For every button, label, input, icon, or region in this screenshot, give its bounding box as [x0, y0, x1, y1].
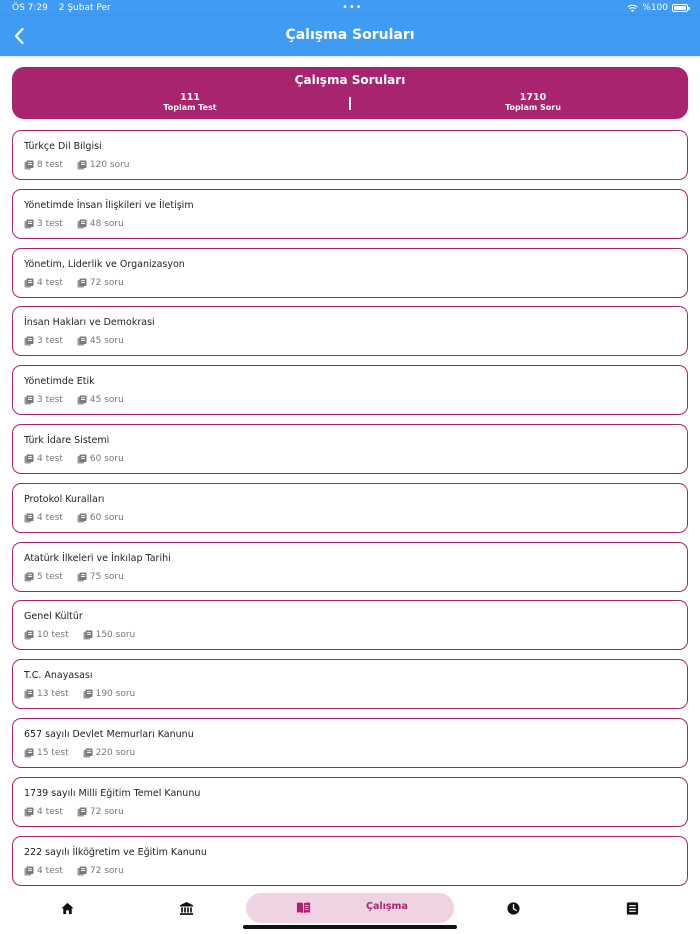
tests-icon	[24, 572, 34, 582]
question-count	[83, 630, 136, 640]
total-tests-stat	[120, 93, 260, 113]
battery-icon	[672, 4, 688, 12]
total-questions-value: 1710	[519, 92, 547, 103]
test-count	[24, 219, 63, 229]
test-count-text: 3 test	[37, 218, 63, 229]
clock-icon	[506, 901, 521, 916]
test-count	[24, 454, 63, 464]
subject-title: T.C. Anayasası	[24, 670, 93, 682]
subject-meta	[24, 748, 135, 758]
tests-icon	[24, 219, 34, 229]
subject-meta	[24, 278, 124, 288]
test-count	[24, 866, 63, 876]
status-bar	[0, 0, 700, 16]
subject-title: 222 sayılı İlköğretim ve Eğitim Kanunu	[24, 846, 207, 858]
bank-icon	[179, 901, 194, 916]
home-indicator	[243, 925, 457, 929]
subject-title: 657 sayılı Devlet Memurları Kanunu	[24, 728, 194, 740]
tests-icon	[24, 630, 34, 640]
subject-meta	[24, 689, 135, 699]
test-count	[24, 160, 63, 170]
subject-row[interactable]	[12, 836, 688, 886]
total-questions-label: Toplam Soru	[505, 103, 561, 112]
question-count-text: 60 soru	[89, 512, 124, 523]
tab-study[interactable]	[246, 893, 454, 923]
test-count-text: 3 test	[37, 395, 63, 406]
questions-icon	[77, 278, 87, 288]
question-count	[77, 278, 124, 288]
subject-row[interactable]	[12, 365, 688, 415]
question-count	[77, 866, 124, 876]
test-count	[24, 748, 69, 758]
test-count	[24, 278, 63, 288]
question-count-text: 72 soru	[89, 865, 124, 876]
subject-row[interactable]	[12, 600, 688, 650]
navigation-bar	[0, 16, 700, 56]
home-icon	[60, 901, 75, 916]
test-count-text: 4 test	[37, 453, 63, 464]
test-count-text: 8 test	[37, 160, 63, 170]
test-count	[24, 513, 63, 523]
subject-title: Protokol Kuralları	[24, 493, 105, 505]
questions-icon	[77, 160, 87, 170]
test-count-text: 4 test	[37, 865, 63, 876]
subject-row[interactable]	[12, 718, 688, 768]
test-count-text: 4 test	[37, 512, 63, 523]
question-count-text: 45 soru	[89, 395, 124, 406]
question-count	[77, 160, 130, 170]
question-count-text: 45 soru	[89, 336, 124, 347]
tab-study-label: Çalışma	[366, 901, 408, 912]
tests-icon	[24, 336, 34, 346]
status-date: 2 Şubat Per	[58, 3, 111, 13]
subject-meta	[24, 219, 124, 229]
subject-meta	[24, 160, 130, 170]
question-count	[77, 807, 124, 817]
subject-meta	[24, 336, 124, 346]
stat-divider	[349, 97, 351, 110]
question-count	[83, 748, 136, 758]
subject-meta	[24, 630, 135, 640]
test-count	[24, 630, 69, 640]
question-count-text: 120 soru	[89, 160, 130, 170]
test-count	[24, 689, 69, 699]
tests-icon	[24, 454, 34, 464]
subject-meta	[24, 513, 124, 523]
subject-title: Yönetimde İnsan İlişkileri ve İletişim	[24, 199, 194, 211]
subject-meta	[24, 454, 124, 464]
subject-title: Yönetim, Liderlik ve Organizasyon	[24, 258, 185, 270]
status-time-date	[12, 3, 119, 13]
tests-icon	[24, 513, 34, 523]
subject-title: İnsan Hakları ve Demokrasi	[24, 317, 155, 329]
question-count	[77, 336, 124, 346]
question-count-text: 60 soru	[89, 453, 124, 464]
status-indicators	[627, 3, 688, 13]
test-count-text: 10 test	[37, 630, 69, 641]
tests-icon	[24, 160, 34, 170]
battery-percent: %100	[642, 3, 668, 13]
book-open-icon	[296, 900, 311, 915]
question-count-text: 48 soru	[89, 218, 124, 229]
page-title: Çalışma Soruları	[285, 27, 415, 43]
question-count	[77, 395, 124, 405]
tab-list[interactable]	[617, 893, 647, 923]
subject-meta	[24, 395, 124, 405]
test-count	[24, 336, 63, 346]
test-count-text: 13 test	[37, 689, 69, 700]
question-count	[77, 572, 124, 582]
questions-icon	[77, 513, 87, 523]
tab-institution[interactable]	[171, 893, 201, 923]
status-time: ÖS 7:29	[12, 3, 48, 13]
question-count-text: 220 soru	[95, 747, 136, 758]
test-count	[24, 395, 63, 405]
question-count-text: 150 soru	[95, 630, 136, 641]
multitask-dots[interactable]: •••	[342, 2, 363, 13]
question-count-text: 190 soru	[95, 689, 136, 700]
questions-icon	[77, 866, 87, 876]
test-count-text: 15 test	[37, 747, 69, 758]
subject-title: Yönetimde Etik	[24, 376, 95, 388]
test-count-text: 4 test	[37, 806, 63, 817]
subject-row[interactable]	[12, 424, 688, 474]
question-count	[83, 689, 136, 699]
subject-list	[12, 130, 688, 894]
tests-icon	[24, 689, 34, 699]
test-count-text: 3 test	[37, 336, 63, 347]
subject-row[interactable]	[12, 130, 688, 180]
questions-icon	[83, 689, 93, 699]
subject-row[interactable]	[12, 659, 688, 709]
question-count-text: 72 soru	[89, 806, 124, 817]
question-count	[77, 219, 124, 229]
summary-title: Çalışma Soruları	[294, 73, 406, 87]
subject-meta	[24, 572, 124, 582]
subject-title: Atatürk İlkeleri ve İnkılap Tarihi	[24, 552, 171, 564]
total-tests-value: 111	[180, 92, 200, 103]
tests-icon	[24, 395, 34, 405]
questions-icon	[77, 336, 87, 346]
questions-icon	[77, 807, 87, 817]
tab-home[interactable]	[52, 893, 82, 923]
subject-meta	[24, 807, 124, 817]
wifi-icon	[627, 4, 638, 13]
subject-row[interactable]	[12, 248, 688, 298]
questions-icon	[77, 395, 87, 405]
tests-icon	[24, 807, 34, 817]
subject-title: Türk İdare Sistemi	[24, 434, 110, 446]
summary-card	[12, 67, 688, 119]
subject-title: Genel Kültür	[24, 611, 83, 623]
tab-history[interactable]	[498, 893, 528, 923]
total-questions-stat	[463, 93, 603, 113]
questions-icon	[77, 572, 87, 582]
subject-title: Türkçe Dil Bilgisi	[24, 141, 102, 152]
tests-icon	[24, 748, 34, 758]
subject-row[interactable]	[12, 189, 688, 239]
questions-icon	[83, 748, 93, 758]
subject-row[interactable]	[12, 306, 688, 356]
questions-icon	[77, 219, 87, 229]
total-tests-label: Toplam Test	[163, 103, 217, 112]
question-count-text: 75 soru	[89, 571, 124, 582]
subject-meta	[24, 866, 124, 876]
subject-row[interactable]	[12, 777, 688, 827]
question-count	[77, 513, 124, 523]
questions-icon	[83, 630, 93, 640]
tests-icon	[24, 866, 34, 876]
list-icon	[625, 901, 640, 916]
subject-row[interactable]	[12, 483, 688, 533]
subject-row[interactable]	[12, 542, 688, 592]
question-count-text: 72 soru	[89, 277, 124, 288]
tests-icon	[24, 278, 34, 288]
test-count	[24, 572, 63, 582]
question-count	[77, 454, 124, 464]
test-count-text: 5 test	[37, 571, 63, 582]
questions-icon	[77, 454, 87, 464]
subject-title: 1739 sayılı Milli Eğitim Temel Kanunu	[24, 787, 201, 799]
test-count-text: 4 test	[37, 277, 63, 288]
test-count	[24, 807, 63, 817]
